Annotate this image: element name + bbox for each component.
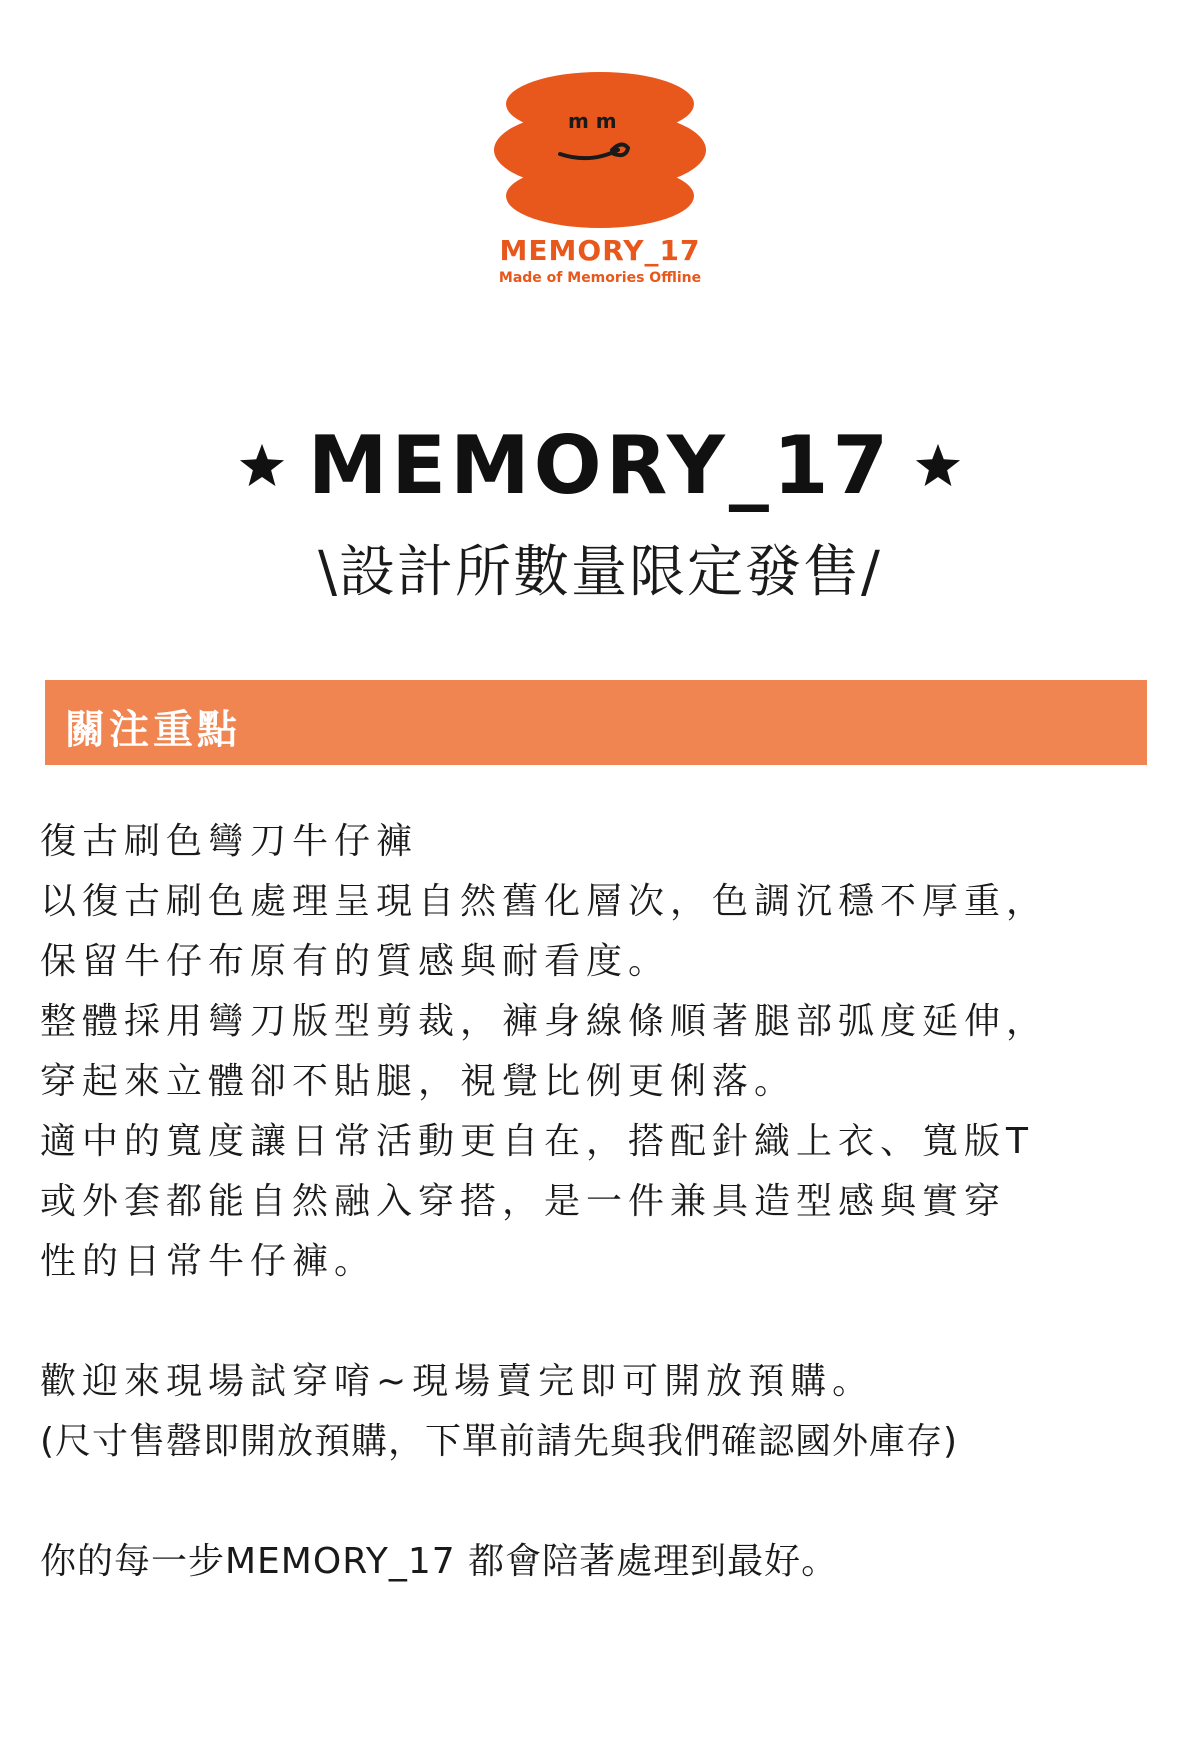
- logo-wordmark: MEMORY_17: [499, 234, 701, 267]
- brand-logo: [480, 70, 720, 300]
- section-banner: [45, 680, 1147, 765]
- star-icon: [914, 441, 962, 489]
- notice-line: 歡迎來現場試穿唷~現場賣完即可開放預購。: [40, 1361, 875, 1402]
- description-line: 適中的寬度讓日常活動更自在，搭配針織上衣、寬版T: [40, 1121, 1034, 1162]
- section-heading: 關注重點: [65, 707, 241, 753]
- description-line: 以復古刷色處理呈現自然舊化層次，色調沉穩不厚重，: [40, 881, 1049, 922]
- closing-line: 你的每一步MEMORY_17 都會陪著處理到最好。: [40, 1541, 839, 1582]
- description-line: 性的日常牛仔褲。: [40, 1241, 377, 1282]
- notice-line: (尺寸售罄即開放預購，下單前請先與我們確認國外庫存): [40, 1421, 959, 1462]
- logo-blob-icon: [494, 70, 706, 230]
- page-subtitle: \設計所數量限定發售/: [318, 540, 882, 605]
- headline: [0, 420, 1200, 510]
- description-line: 或外套都能自然融入穿搭，是一件兼具造型感與實穿: [40, 1181, 1007, 1222]
- svg-text:m m: m m: [568, 109, 617, 133]
- description-line: 穿起來立體卻不貼腿，視覺比例更俐落。: [40, 1061, 797, 1102]
- star-icon: [238, 441, 286, 489]
- preorder-notice: [40, 1352, 1160, 1472]
- closing-message: [40, 1532, 1160, 1592]
- logo-tagline: Made of Memories Offline: [498, 270, 702, 286]
- description-line: 整體採用彎刀版型剪裁，褲身線條順著腿部弧度延伸，: [40, 1001, 1049, 1042]
- description-line: 保留牛仔布原有的質感與耐看度。: [40, 941, 671, 982]
- product-description: [40, 812, 1160, 1292]
- description-line: 復古刷色彎刀牛仔褲: [40, 821, 419, 862]
- page-title: MEMORY_17: [307, 418, 893, 512]
